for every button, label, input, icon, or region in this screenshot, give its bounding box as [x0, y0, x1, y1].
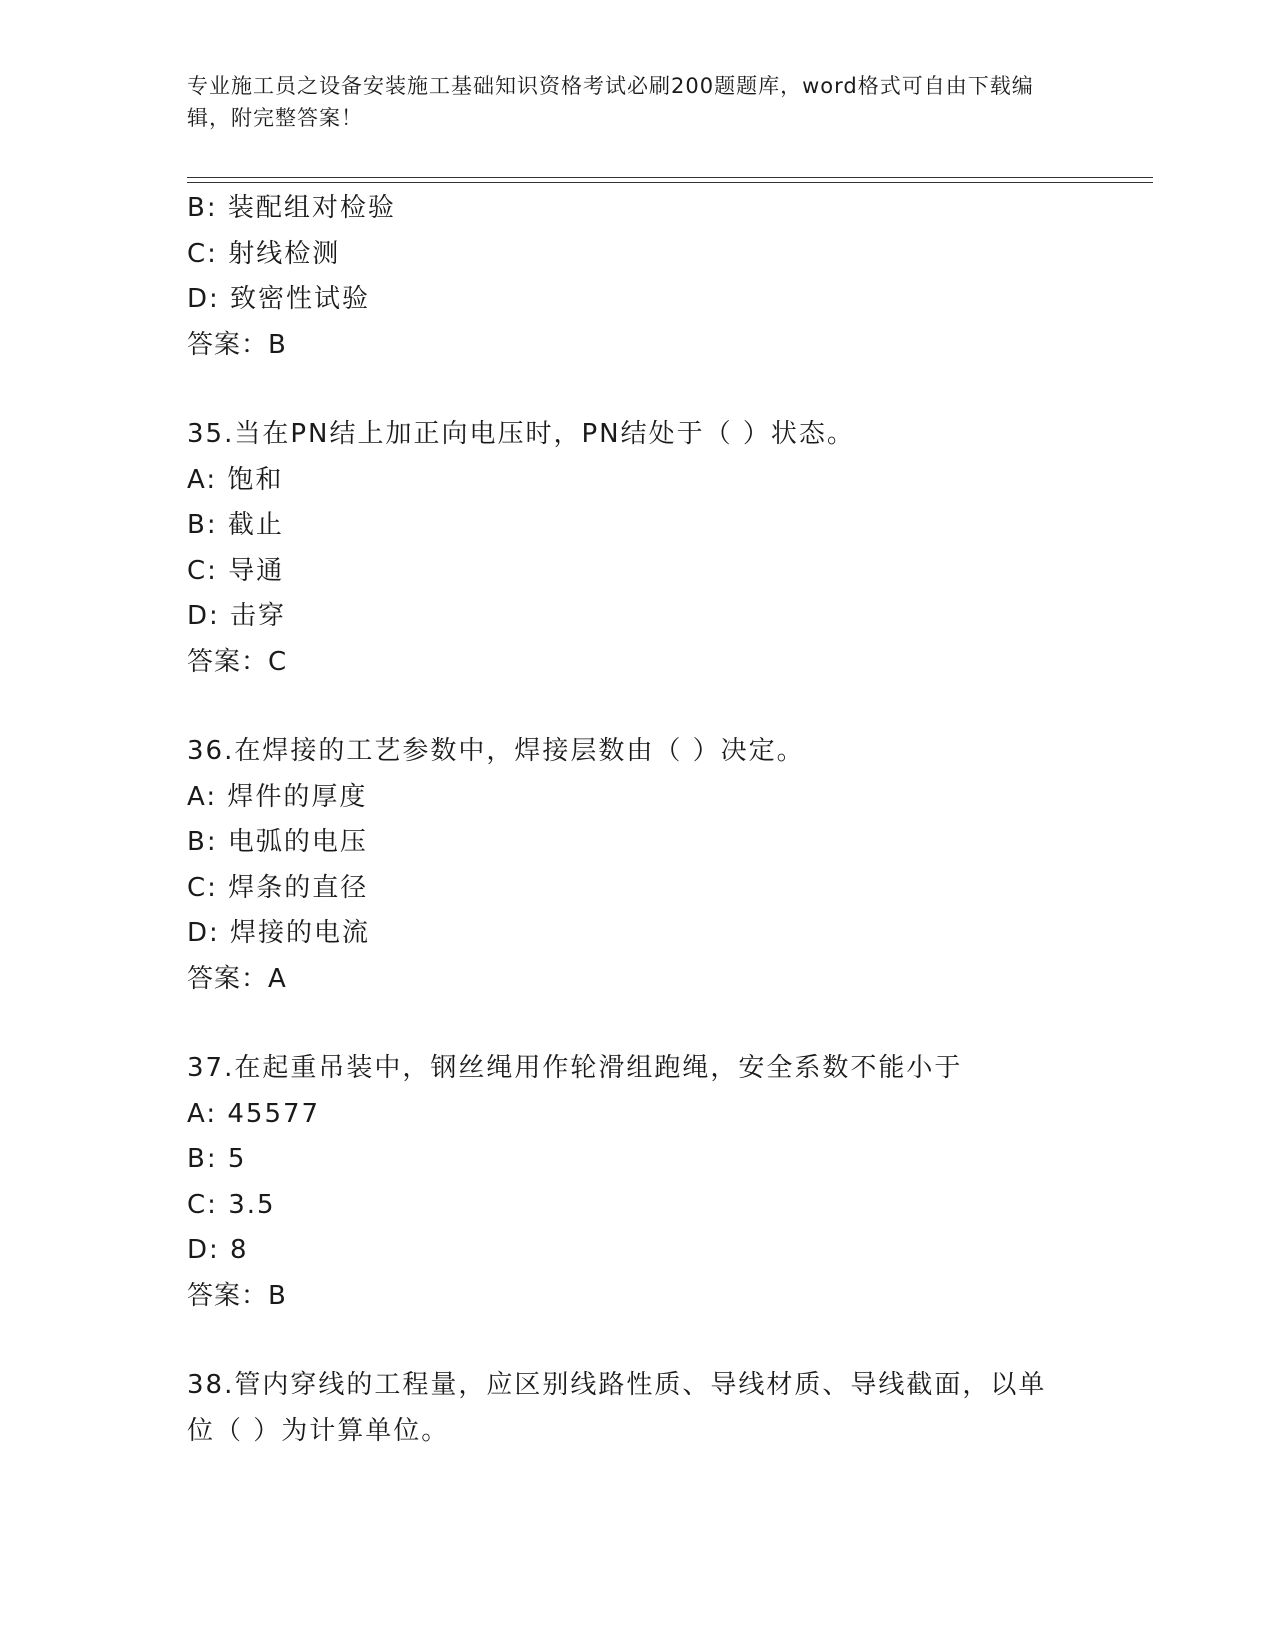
option-row	[187, 186, 1087, 232]
option-text: 焊条的直径	[228, 872, 369, 903]
question-number: 35.	[187, 419, 235, 449]
question-number: 38.	[187, 1370, 235, 1400]
option-text: 射线检测	[228, 238, 341, 269]
option-text: 截止	[227, 510, 284, 540]
option-label: A:	[187, 781, 218, 812]
answer-line: 答案：B	[187, 329, 287, 360]
option-label: C:	[187, 1189, 218, 1220]
option-text: 45577	[227, 1098, 321, 1129]
option-label: B:	[187, 193, 218, 223]
document-header	[187, 70, 1067, 134]
option-text: 导通	[228, 555, 285, 586]
option-row	[187, 1183, 1087, 1229]
option-label: C:	[187, 238, 218, 269]
option-row	[187, 549, 1087, 595]
question-number: 37.	[187, 1053, 235, 1083]
header-rule-top	[187, 177, 1153, 178]
option-text: 致密性试验	[230, 284, 371, 314]
question-stem	[187, 729, 1087, 775]
option-row	[187, 911, 1087, 957]
question-content	[187, 186, 1087, 1454]
option-text: 装配组对检验	[227, 193, 396, 223]
option-label: D:	[187, 284, 220, 314]
option-label: B:	[187, 1144, 218, 1174]
question-block-35	[187, 412, 1087, 685]
question-text: 当在PN结上加正向电压时，PN结处于（ ）状态。	[234, 419, 855, 449]
option-row	[187, 1137, 1087, 1183]
option-text: 8	[230, 1235, 249, 1265]
option-label: A:	[187, 464, 218, 495]
option-text: 击穿	[230, 601, 287, 631]
option-text: 5	[227, 1144, 247, 1174]
header-rule-bottom	[187, 182, 1153, 183]
spacer	[187, 368, 1087, 412]
answer-line: 答案：B	[187, 1280, 287, 1311]
question-stem-continued: 位（ ）为计算单位。	[187, 1415, 450, 1446]
option-text: 饱和	[227, 464, 284, 495]
option-row	[187, 866, 1087, 912]
option-row	[187, 458, 1087, 504]
option-text: 焊件的厚度	[227, 781, 368, 812]
option-row	[187, 277, 1087, 323]
option-row	[187, 1228, 1087, 1274]
option-text: 电弧的电压	[227, 827, 368, 857]
header-text: 专业施工员之设备安装施工基础知识资格考试必刷200题题库，word格式可自由下载编辑，附完整答案！	[187, 74, 1034, 130]
answer-line: 答案：A	[187, 963, 287, 994]
option-text: 焊接的电流	[230, 918, 371, 948]
spacer	[187, 1319, 1087, 1363]
option-row	[187, 503, 1087, 549]
spacer	[187, 1002, 1087, 1046]
question-block-37	[187, 1046, 1087, 1319]
option-row	[187, 820, 1087, 866]
option-text: 3.5	[228, 1189, 276, 1220]
option-row	[187, 594, 1087, 640]
question-number: 36.	[187, 736, 235, 766]
option-label: D:	[187, 918, 220, 948]
option-row	[187, 775, 1087, 821]
option-label: A:	[187, 1098, 218, 1129]
option-label: D:	[187, 601, 220, 631]
question-stem	[187, 1363, 1087, 1409]
option-row	[187, 1092, 1087, 1138]
option-label: D:	[187, 1235, 220, 1265]
spacer	[187, 685, 1087, 729]
option-label: C:	[187, 555, 218, 586]
question-text: 在起重吊装中，钢丝绳用作轮滑组跑绳，安全系数不能小于	[234, 1053, 963, 1083]
question-text: 管内穿线的工程量，应区别线路性质、导线材质、导线截面，以单	[234, 1370, 1047, 1400]
option-label: B:	[187, 510, 218, 540]
question-block-38	[187, 1363, 1087, 1454]
question-block-partial	[187, 186, 1087, 368]
question-block-36	[187, 729, 1087, 1002]
answer-line: 答案：C	[187, 646, 288, 677]
question-stem	[187, 1046, 1087, 1092]
option-row	[187, 232, 1087, 278]
option-label: B:	[187, 827, 218, 857]
option-label: C:	[187, 872, 218, 903]
question-stem	[187, 412, 1087, 458]
question-text: 在焊接的工艺参数中，焊接层数由（ ）决定。	[234, 736, 805, 766]
